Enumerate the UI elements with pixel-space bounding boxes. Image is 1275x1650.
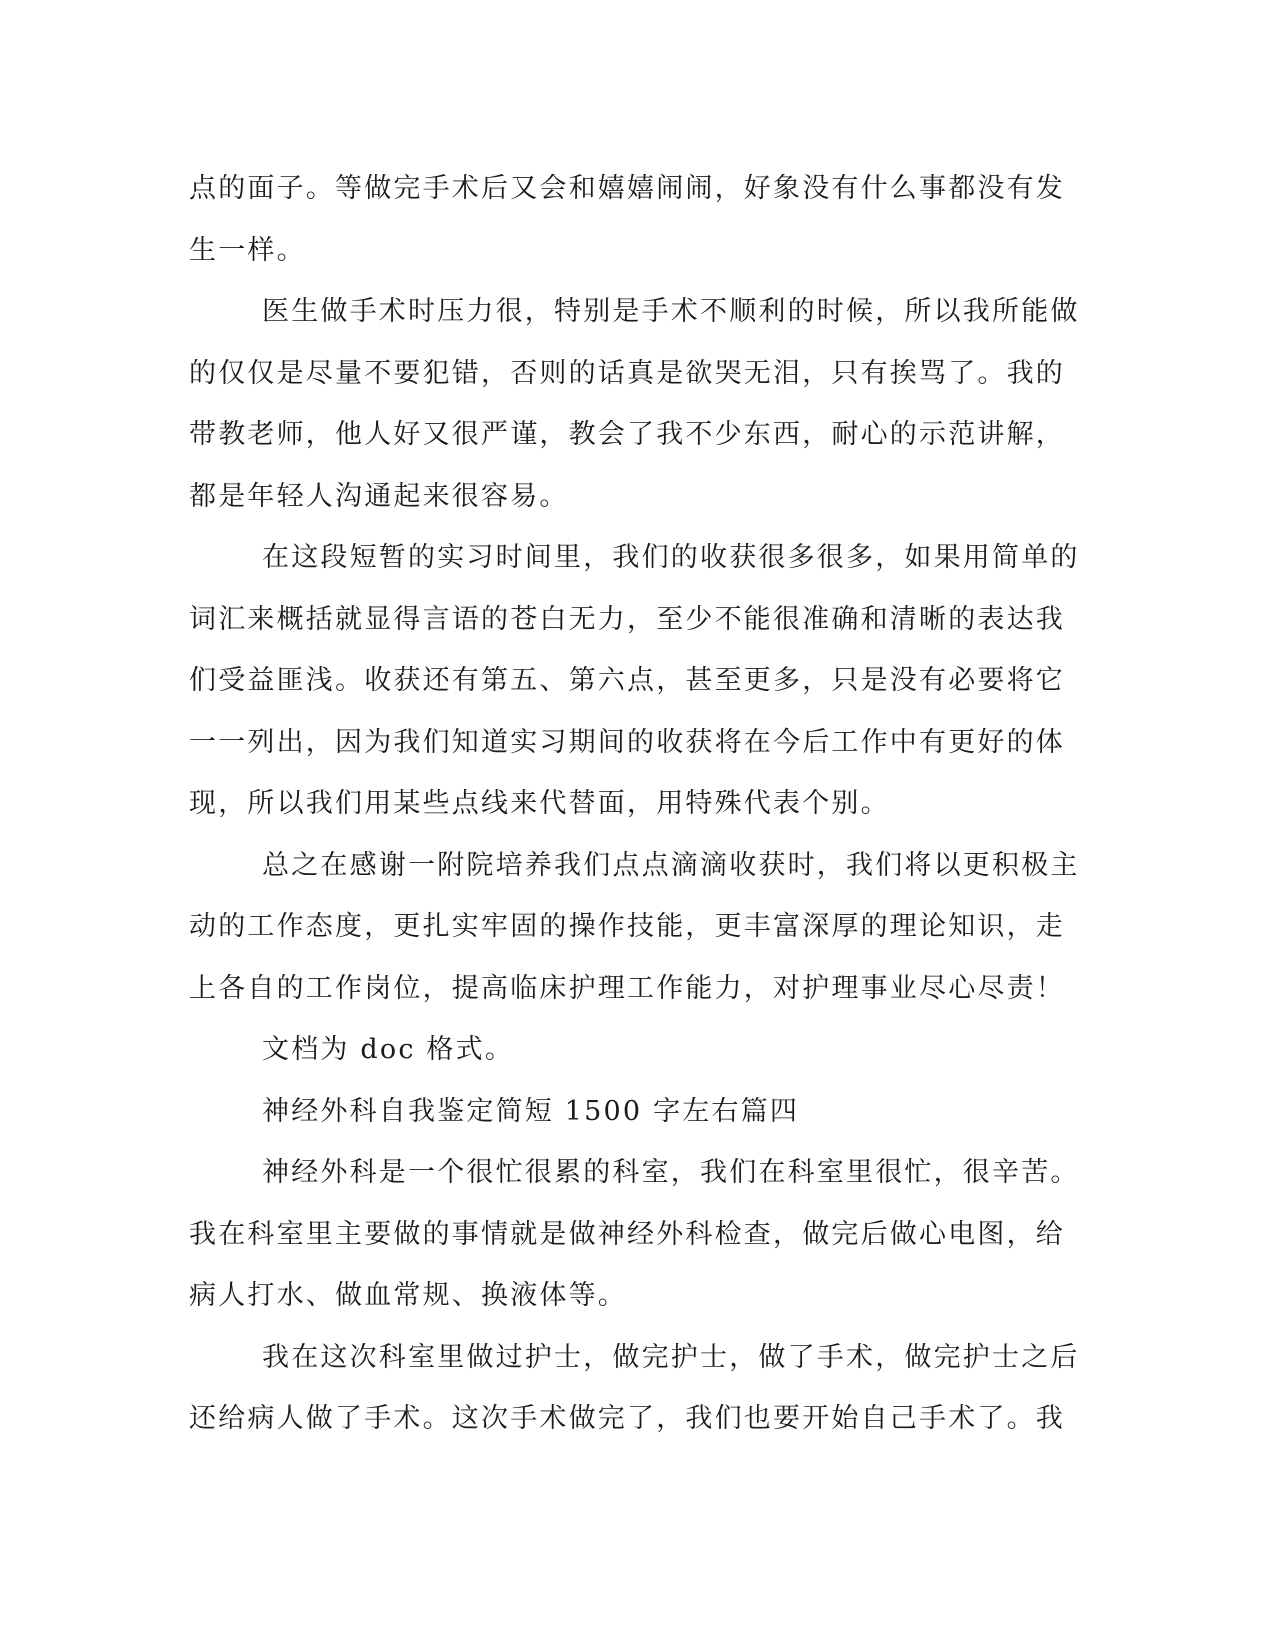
text-line: 还给病人做了手术。这次手术做完了，我们也要开始自己手术了。我 [189,1403,1065,1434]
text-line: 带教老师，他人好又很严谨，教会了我不少东西，耐心的示范讲解， [189,419,1065,450]
text-line: 词汇来概括就显得言语的苍白无力，至少不能很准确和清晰的表达我 [189,603,1065,635]
text-line: 在这段短暂的实习时间里，我们的收获很多很多，如果用简单的 [262,542,1080,573]
text-line: 上各自的工作岗位，提高临床护理工作能力，对护理事业尽心尽责！ [189,972,1065,1004]
document-body [189,158,1079,1450]
text-line: 总之在感谢一附院培养我们点点滴滴收获时，我们将以更积极主 [262,849,1080,881]
text-line: 我在这次科室里做过护士，做完护士，做了手术，做完护士之后 [262,1341,1080,1373]
text-line: 的仅仅是尽量不要犯错，否则的话真是欲哭无泪，只有挨骂了。我的 [189,357,1065,389]
text-line: 文档为 doc 格式。 [262,1034,515,1065]
text-line: 都是年轻人沟通起来很容易。 [189,480,569,512]
text-line: 现，所以我们用某些点线来代替面，用特殊代表个别。 [189,788,890,819]
text-line: 一一列出，因为我们知道实习期间的收获将在今后工作中有更好的体 [189,726,1065,758]
text-line: 神经外科是一个很忙很累的科室，我们在科室里很忙，很辛苦。 [262,1157,1080,1188]
text-line: 病人打水、做血常规、换液体等。 [189,1280,627,1311]
text-line: 生一样。 [189,234,306,266]
section-heading: 神经外科自我鉴定简短 1500 字左右篇四 [262,1095,800,1127]
text-line: 我在科室里主要做的事情就是做神经外科检查，做完后做心电图，给 [189,1218,1065,1250]
text-line: 医生做手术时压力很，特别是手术不顺利的时候，所以我所能做 [262,296,1080,327]
text-line: 们受益匪浅。收获还有第五、第六点，甚至更多，只是没有必要将它 [189,665,1065,696]
text-line: 动的工作态度，更扎实牢固的操作技能，更丰富深厚的理论知识，走 [189,911,1065,942]
text-line: 点的面子。等做完手术后又会和嬉嬉闹闹，好象没有什么事都没有发 [189,173,1065,204]
